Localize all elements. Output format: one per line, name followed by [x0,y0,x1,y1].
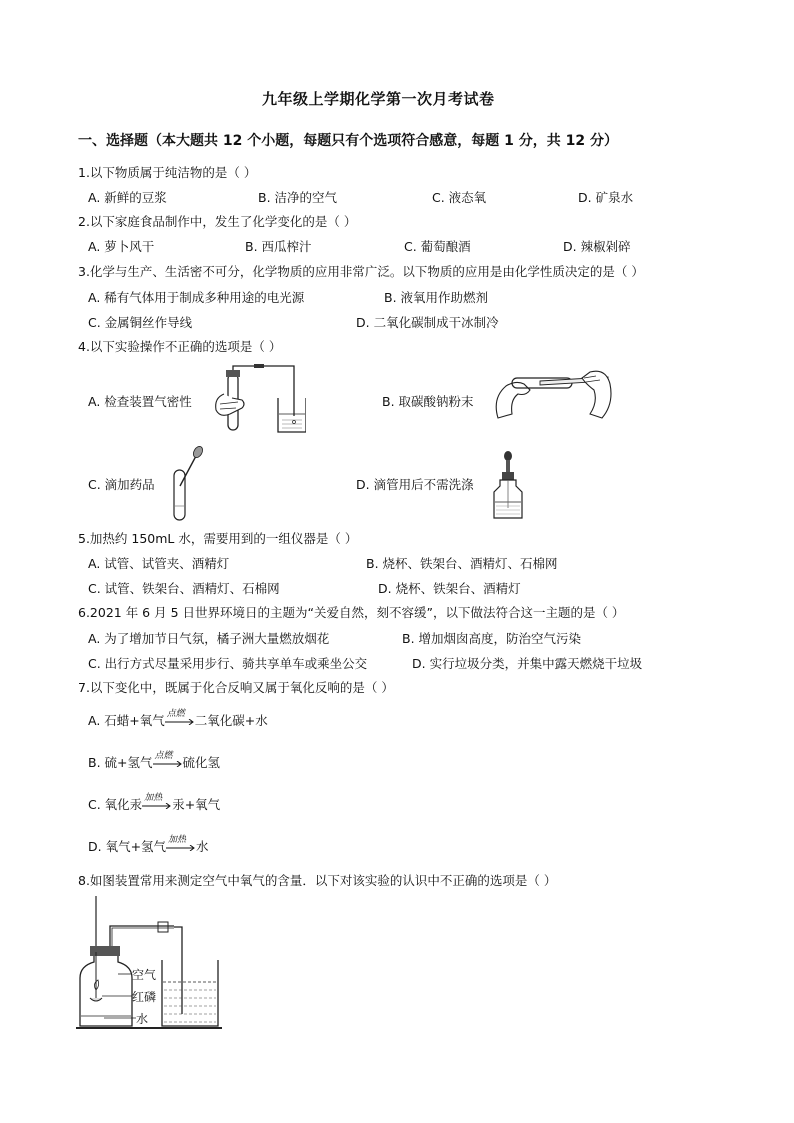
q6-option-d: D. 实行垃圾分类，并集中露天燃烧干垃圾 [412,656,643,671]
question-3-stem: 3.化学与生产、生活密不可分，化学物质的应用非常广泛。以下物质的应用是由化学性质决定的是（ ） [78,264,644,279]
q5-option-b: B. 烧杯、铁架台、酒精灯、石棉网 [366,556,558,571]
q7a-reactants: A. 石蜡+氧气 [88,713,165,728]
q1-option-c: C. 液态氧 [432,190,487,205]
q7b-products: 硫化氢 [182,755,221,770]
label-red-phosphorus: 红磷 [132,990,157,1004]
q2-option-a: A. 萝卜风干 [88,239,155,254]
dropper-bottle-figure [490,450,526,520]
section-header: 一、选择题（本大题共 12 个小题，每题只有个选项符合感意，每题 1 分，共 12 分） [78,133,618,149]
reaction-arrow-icon [142,792,172,813]
question-1-stem: 1.以下物质属于纯洁物的是（ ） [78,165,257,180]
q7b-reactants: B. 硫+氢气 [88,755,153,770]
question-8-stem: 8.如图装置常用来测定空气中氧气的含量．以下对该实验的认识中不正确的选项是（ ） [78,873,557,888]
reaction-arrow-icon [166,834,196,855]
q7d-condition: 加热 [168,834,187,845]
q7d-reactants: D. 氧气+氢气 [88,839,167,854]
label-air: 空气 [132,968,157,982]
q7c-products: 汞+氧气 [172,797,221,812]
q3-option-d: D. 二氧化碳制成干冰制冷 [356,315,499,330]
question-2-stem: 2.以下家庭食品制作中，发生了化学变化的是（ ） [78,214,357,229]
q5-option-c: C. 试管、铁架台、酒精灯、石棉网 [88,581,280,596]
q2-option-d: D. 辣椒剁碎 [563,239,631,254]
q7-option-a [88,708,268,729]
q4-option-b: B. 取碳酸钠粉末 [382,394,474,409]
question-7-stem: 7.以下变化中，既属于化合反响又属于氧化反响的是（ ） [78,680,394,695]
label-water: 水 [136,1012,149,1026]
q5-option-d: D. 烧杯、铁架台、酒精灯 [378,581,521,596]
q2-option-c: C. 葡萄酿酒 [404,239,471,254]
reaction-arrow-icon [165,708,195,729]
q5-option-a: A. 试管、试管夹、酒精灯 [88,556,230,571]
q4-option-c: C. 滴加药品 [88,477,155,492]
q4-option-d: D. 滴管用后不需洗涤 [356,477,474,492]
dropping-reagent-figure [166,446,206,522]
q7b-condition: 点燃 [154,750,173,761]
q7-option-b [88,750,221,771]
q6-option-a: A. 为了增加节日气氛，橘子洲大量燃放烟花 [88,631,330,646]
q6-option-b: B. 增加烟囱高度，防治空气污染 [402,631,582,646]
q7a-products: 二氧化碳+水 [194,713,268,728]
airtightness-apparatus-figure [210,364,306,436]
q1-option-d: D. 矿泉水 [578,190,634,205]
q1-option-a: A. 新鲜的豆浆 [88,190,167,205]
q2-option-b: B. 西瓜榨汁 [245,239,312,254]
reaction-arrow-icon [153,750,183,771]
q7d-products: 水 [196,839,209,854]
page-title: 九年级上学期化学第一次月考试卷 [262,90,495,108]
q3-option-a: A. 稀有气体用于制成多种用途的电光源 [88,290,305,305]
q7-option-c [88,792,221,813]
question-4-stem: 4.以下实验操作不正确的选项是（ ） [78,339,282,354]
q3-option-b: B. 液氧用作助燃剂 [384,290,489,305]
q7a-condition: 点燃 [166,708,185,719]
question-5-stem: 5.加热约 150mL 水，需要用到的一组仪器是（ ） [78,531,358,546]
q6-option-c: C. 出行方式尽量采用步行、骑共享单车或乘坐公交 [88,656,368,671]
oxygen-content-apparatus-figure [74,894,224,1034]
q3-option-c: C. 金属铜丝作导线 [88,315,193,330]
q7-option-d [88,834,209,855]
q1-option-b: B. 洁净的空气 [258,190,338,205]
question-6-stem: 6.2021 年 6 月 5 日世界环境日的主题为“关爱自然，刻不容缓”，以下做法符合这一主题的是（ ） [78,605,625,620]
q7c-reactants: C. 氧化汞 [88,797,143,812]
q4-option-a: A. 检查装置气密性 [88,394,192,409]
q7c-condition: 加热 [144,792,163,803]
powder-sampling-figure [490,368,614,426]
